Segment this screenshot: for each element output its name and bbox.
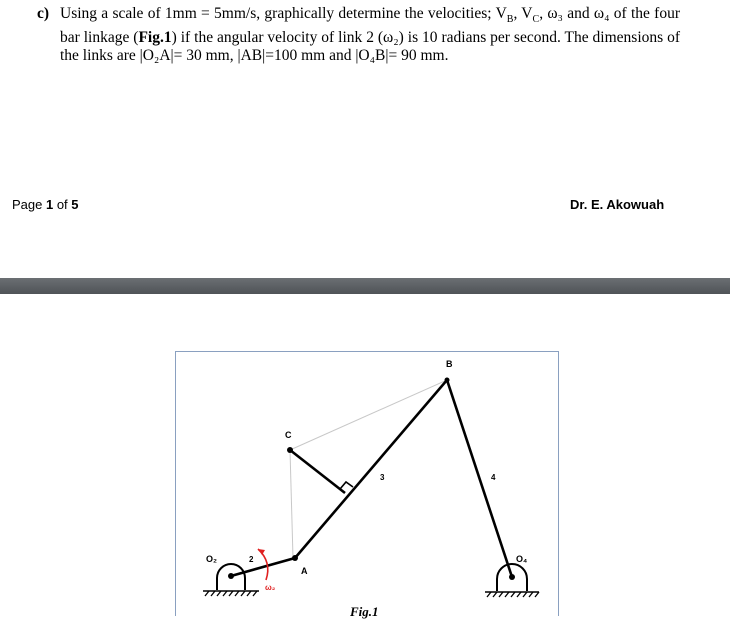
joint-a — [292, 555, 298, 561]
label-a: A — [301, 566, 308, 576]
question-line2a: four bar linkage ( — [60, 5, 680, 47]
label-o4: O₄ — [516, 554, 528, 564]
page-current: 1 — [45, 197, 54, 212]
joint-b — [445, 378, 450, 383]
guide-line-ca — [290, 450, 293, 558]
label-link-3: 3 — [380, 473, 385, 482]
question-comma: , V — [513, 5, 533, 22]
question-line1: Using a scale of 1mm = 5mm/s, graphically determine the velocities; V — [60, 5, 507, 22]
question-line2b: ) if the angular velocity of link 2 (ω₂) is 10 radians per second. The — [171, 29, 589, 47]
link-4 — [447, 380, 512, 577]
label-omega2: ω₂ — [265, 583, 276, 592]
ground-pivot-o4 — [485, 564, 539, 597]
label-b: B — [446, 359, 453, 369]
author-name: Dr. E. Akowuah — [570, 197, 665, 212]
right-angle-marker — [340, 482, 353, 489]
subscript-c: C — [532, 14, 540, 26]
subscript-b: B — [506, 14, 514, 26]
page-of: of — [53, 197, 72, 212]
figure-reference: Fig.1 — [138, 29, 172, 47]
question-omegas: , ω₃ and ω₄ of the — [539, 5, 650, 22]
question-label: c) — [37, 5, 50, 22]
label-c: C — [285, 430, 292, 440]
label-link-4: 4 — [491, 473, 496, 482]
figure-caption: Fig.1 — [350, 604, 379, 619]
angular-velocity-arrow — [258, 549, 268, 580]
ground-pivot-o2 — [203, 564, 259, 596]
link-c-perpendicular — [290, 450, 345, 493]
page-prefix: Page — [12, 197, 46, 212]
label-link-2: 2 — [249, 555, 254, 564]
guide-line-cb — [290, 380, 447, 450]
joint-c — [287, 447, 293, 453]
label-o2: O₂ — [206, 554, 217, 564]
page-total: 5 — [71, 197, 79, 212]
link-3 — [295, 380, 447, 558]
question-line3: dimensions of the links are |O₂A|= 30 mm, |AB|=100 mm and |O₄B|= 90 mm. — [60, 29, 681, 65]
